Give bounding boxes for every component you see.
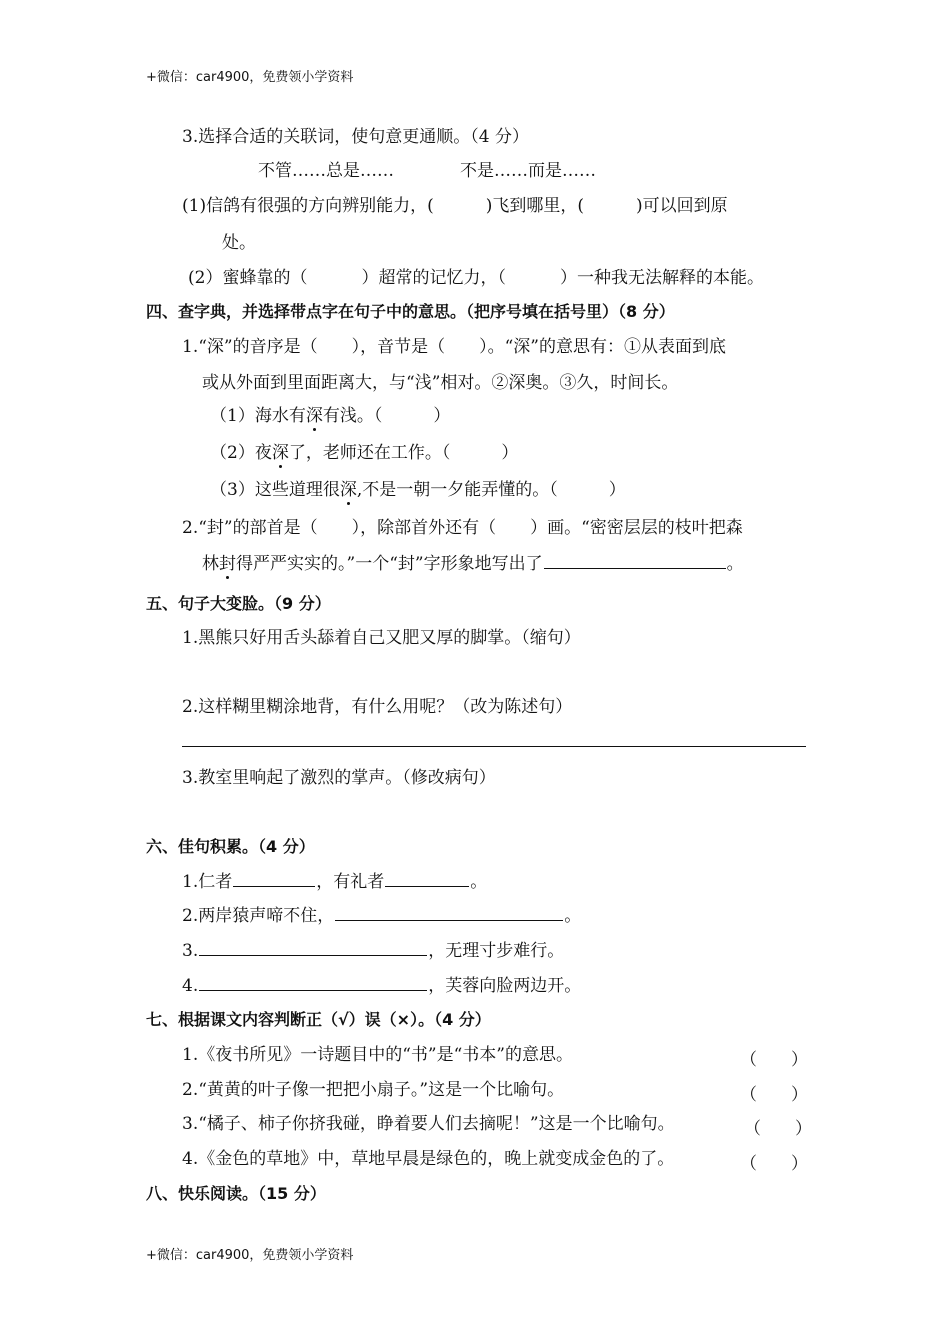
s7-item-1: 1.《夜书所见》一诗题目中的“书”是“书本”的意思。	[182, 1045, 573, 1065]
s4-q1-sentence-3	[210, 480, 626, 500]
s4-q1-line-2: 或从外面到里面距离大，与“浅”相对。②深奥。③久，时间长。	[202, 373, 679, 393]
q3-s2-part-b: ）超常的记忆力，（	[361, 268, 506, 288]
page-footer: +微信：car4900，免费领小学资料	[146, 1248, 354, 1263]
s7-item-3: 3.“橘子、柿子你挤我碰，睁着要人们去摘呢！”这是一个比喻句。	[182, 1114, 675, 1134]
s4-q1-s3-post[interactable]: ,不是一朝一夕能弄懂的。（ ）	[356, 480, 626, 500]
q3-sentence-1	[182, 196, 728, 216]
s7-item-2-answer[interactable]: （ ）	[740, 1085, 808, 1105]
s4-q1-sentence-2	[210, 443, 518, 463]
s4-q2-line-2	[202, 554, 744, 574]
q3-s1-part-c: )可以回到原	[635, 196, 728, 216]
s6-q2	[182, 906, 581, 926]
section-5-title: 五、句子大变脸。（9 分）	[146, 594, 331, 613]
section-7-title: 七、根据课文内容判断正（√）误（×）。（4 分）	[146, 1010, 491, 1029]
q3-s1-continued: 处。	[222, 233, 256, 253]
s4-q1-line-1: 1.“深”的音序是（ ），音节是（ ）。“深”的意思有：①从表面到底	[182, 337, 726, 357]
s6-q4-part-b: ，芙蓉向脸两边开。	[428, 976, 582, 996]
s4-q1-s2-pre: （2）夜	[210, 443, 272, 463]
s6-q1-part-a: 1.仁者	[182, 872, 233, 892]
q3-s1-part-a: (1)信鸽有很强的方向辨别能力，(	[182, 196, 434, 216]
s4-q1-s1-pre: （1）海水有	[210, 406, 306, 426]
s7-item-4-answer[interactable]: （ ）	[740, 1154, 808, 1174]
q3-s2-part-c: ）一种我无法解释的本能。	[559, 268, 764, 288]
s4-q2-l2-post: 得严严实实的。”一个“封”字形象地写出了	[236, 554, 543, 574]
s4-q1-s3-pre: （3）这些道理很	[210, 480, 340, 500]
q3-option-1: 不管……总是……	[258, 161, 394, 181]
s7-item-4: 4.《金色的草地》中，草地早晨是绿色的，晚上就变成金色的了。	[182, 1149, 675, 1169]
section-4-title: 四、查字典，并选择带点字在句子中的意思。（把序号填在括号里）（8 分）	[146, 302, 675, 321]
q3-option-2: 不是……而是……	[460, 161, 596, 181]
s6-q1-blank-1[interactable]	[233, 885, 315, 887]
s4-q2-l2-end: 。	[726, 554, 744, 574]
q3-title: 3.选择合适的关联词，使句意更通顺。（4 分）	[182, 127, 529, 147]
s5-q3: 3.教室里响起了激烈的掌声。（修改病句）	[182, 768, 496, 788]
s6-q4	[182, 976, 581, 996]
s6-q1-part-b: ，有礼者	[316, 872, 385, 892]
s4-q1-s3-dotted-char: 深	[339, 480, 357, 500]
s6-q1-part-c: 。	[470, 872, 488, 892]
s4-q1-s1-dotted-char: 深	[305, 406, 323, 426]
s5-q2: 2.这样糊里糊涂地背，有什么用呢？（改为陈述句）	[182, 697, 573, 717]
s7-item-2: 2.“黄黄的叶子像一把把小扇子。”这是一个比喻句。	[182, 1080, 565, 1100]
s4-q2-answer-blank[interactable]	[544, 567, 726, 569]
section-6-title: 六、佳句积累。（4 分）	[146, 837, 315, 856]
s4-q1-s2-dotted-char: 深	[271, 443, 289, 463]
s6-q3-part-a: 3.	[182, 941, 199, 961]
s6-q2-part-a: 2.两岸猿声啼不住，	[182, 906, 335, 926]
page-header: +微信：car4900，免费领小学资料	[146, 70, 354, 85]
s5-q1: 1.黑熊只好用舌头舔着自己又肥又厚的脚掌。（缩句）	[182, 628, 581, 648]
s6-q3-blank[interactable]	[199, 954, 427, 956]
s4-q2-l2-pre: 林	[202, 554, 219, 574]
q3-sentence-2	[188, 268, 764, 288]
s6-q2-blank[interactable]	[335, 919, 563, 921]
s4-q2-dotted-char: 封	[219, 554, 236, 574]
s6-q3-part-b: ，无理寸步难行。	[428, 941, 565, 961]
q3-s2-part-a: (2）蜜蜂靠的（	[188, 268, 308, 288]
s4-q2-line-1: 2.“封”的部首是（ ），除部首外还有（ ）画。“密密层层的枝叶把森	[182, 518, 743, 538]
s6-q2-part-b: 。	[564, 906, 582, 926]
s5-q2-answer-line[interactable]	[182, 746, 806, 747]
s6-q1	[182, 872, 487, 892]
q3-s1-part-b: )飞到哪里，(	[485, 196, 584, 216]
s4-q1-s2-post[interactable]: 了，老师还在工作。（ ）	[288, 443, 519, 463]
s4-q1-s1-post[interactable]: 有浅。（ ）	[322, 406, 451, 426]
s4-q1-sentence-1	[210, 406, 450, 426]
s6-q3	[182, 941, 564, 961]
s7-item-3-answer[interactable]: （ ）	[744, 1119, 812, 1139]
s7-item-1-answer[interactable]: （ ）	[740, 1050, 808, 1070]
s6-q4-part-a: 4.	[182, 976, 199, 996]
s6-q1-blank-2[interactable]	[385, 885, 469, 887]
s6-q4-blank[interactable]	[199, 989, 427, 991]
section-8-title: 八、快乐阅读。（15 分）	[146, 1184, 326, 1203]
